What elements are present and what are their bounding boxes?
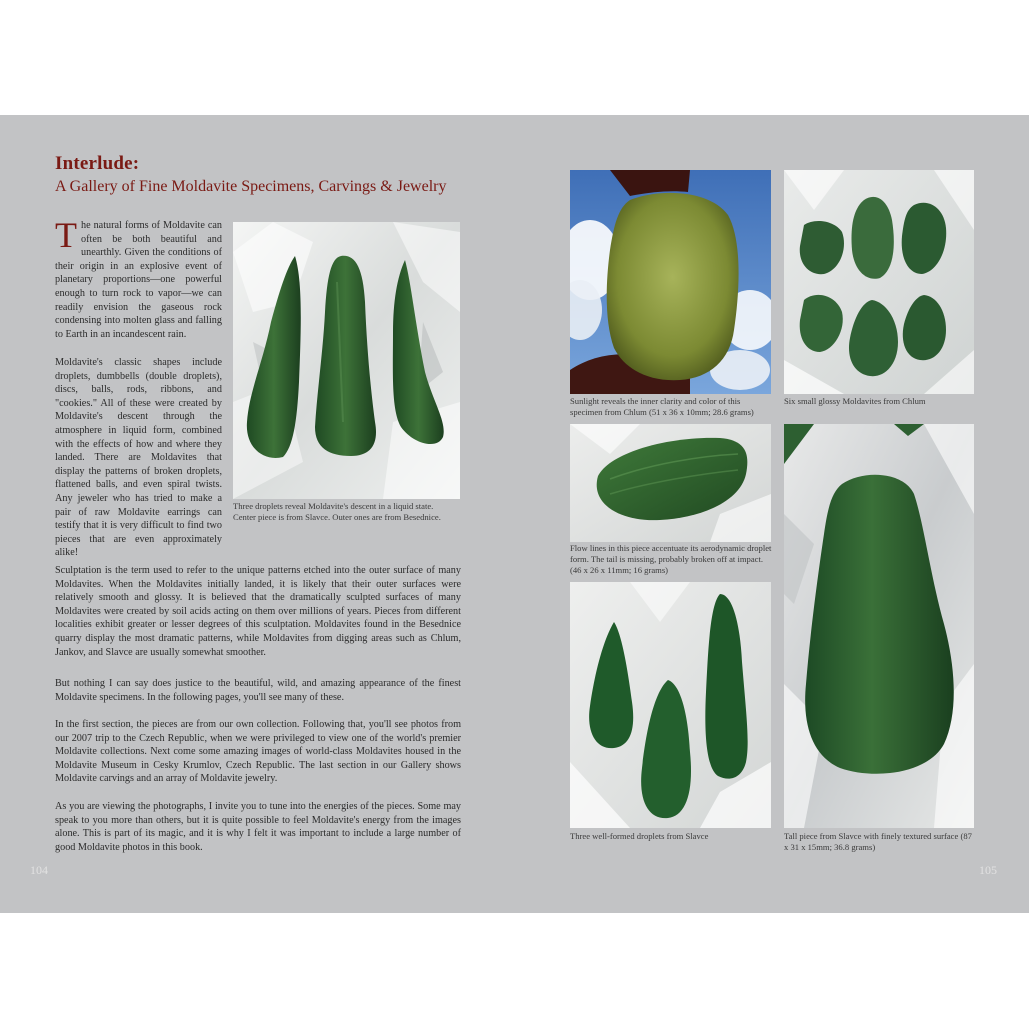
flow-lines-caption: Flow lines in this piece accentuate its aerodynamic droplet form. The tail is missing, probably broken off at impact. (46 x 26 x 11mm; 16 grams) <box>570 543 772 576</box>
page-number: 104 <box>30 863 48 877</box>
body-paragraph-sections: In the first section, the pieces are from our own collection. Following that, you'll see photos from our 2007 trip to the Czech Republic, when we were privileged to view one of the world's premier Moldavite collections. Next come some amazing images of world-class Moldavites housed in the Moldavite Museum in Cesky Krumlov, Czech Republic. The last section in our Gallery shows Moldavite carvings and an array of Moldavite jewelry. <box>55 719 461 785</box>
flow-lines-photo <box>570 424 771 542</box>
sunlight-caption: Sunlight reveals the inner clarity and color of this specimen from Chlum (51 x 36 x 10mm; 28.6 grams) <box>570 396 754 418</box>
tall-piece-photo <box>784 424 974 828</box>
intro-paragraph <box>55 215 222 341</box>
three-well-formed-droplets-photo <box>570 582 771 828</box>
sunlight-specimen-photo <box>570 170 771 394</box>
page-number: 105 <box>979 863 997 877</box>
three-droplets-photo <box>233 222 460 499</box>
drop-cap: T <box>55 215 77 255</box>
book-spread <box>0 115 1029 913</box>
body-paragraph-sculptation: Sculptation is the term used to refer to the unique patterns etched into the outer surface of many Moldavites. When the Moldavites initially landed, it is likely that their outer surfaces were relatively smooth and glossy. It is believed that the dramatically sculpted surfaces of many Moldavites were created by soil acids acting on them over millions of years. Pieces from different localities exhibit greater or lesser degrees of this sculptation. Moldavites found in the Besednice quarry display the most dramatic patterns, while Moldavites from digging areas such as Chlum, Jankov, and Slavce are usually somewhat smoother. <box>55 565 461 658</box>
intro-text: he natural forms of Moldavite can often be both beautiful and unearthly. Given the conditions of their origin in an explosive event of planetary proportions—one powerful enough to turn rock to vapor—we can readily envision the gaseous rock condensing into molten glass and falling to Earth in an incandescent rain. <box>55 220 222 340</box>
six-small-caption: Six small glossy Moldavites from Chlum <box>784 396 926 406</box>
three-droplets-slavce-caption: Three well-formed droplets from Slavce <box>570 831 709 841</box>
body-paragraph-specimens: But nothing I can say does justice to the beautiful, wild, and amazing appearance of the finest Moldavite specimens. In the following pages, you'll see many of these. <box>55 678 461 703</box>
body-paragraph-energies: As you are viewing the photographs, I invite you to tune into the energies of the pieces. Some may speak to you more than others, but it is quite possible to feel Moldavite's energy from the images alone. This is part of its magic, and it is why I felt it was important to include a large number of good Moldavite photos in this book. <box>55 801 461 853</box>
left-page <box>0 115 514 913</box>
right-page <box>514 115 1029 913</box>
chapter-title: Interlude: <box>55 153 140 174</box>
tall-piece-caption: Tall piece from Slavce with finely textured surface (87 x 31 x 15mm; 36.8 grams) <box>784 831 972 853</box>
six-small-moldavites-photo <box>784 170 974 394</box>
three-droplets-caption: Three droplets reveal Moldavite's descent in a liquid state. Center piece is from Slavce. Outer ones are from Besednice. <box>233 501 441 523</box>
chapter-subtitle: A Gallery of Fine Moldavite Specimens, Carvings & Jewelry <box>55 178 447 195</box>
body-paragraph-shapes: Moldavite's classic shapes include droplets, dumbbells (double droplets), discs, balls, rods, ribbons, and "cookies." All of these were created by Moldavite's descent through the atmosphere in liquid form, combined with the effects of how and where they landed. There are Moldavites that display the patterns of broken droplets, flattened balls, and even spiral twists. Any jeweler who has tried to make a pair of raw Moldavite earrings can testify that it is very difficult to find two pieces that are even approximately alike! <box>55 357 222 559</box>
